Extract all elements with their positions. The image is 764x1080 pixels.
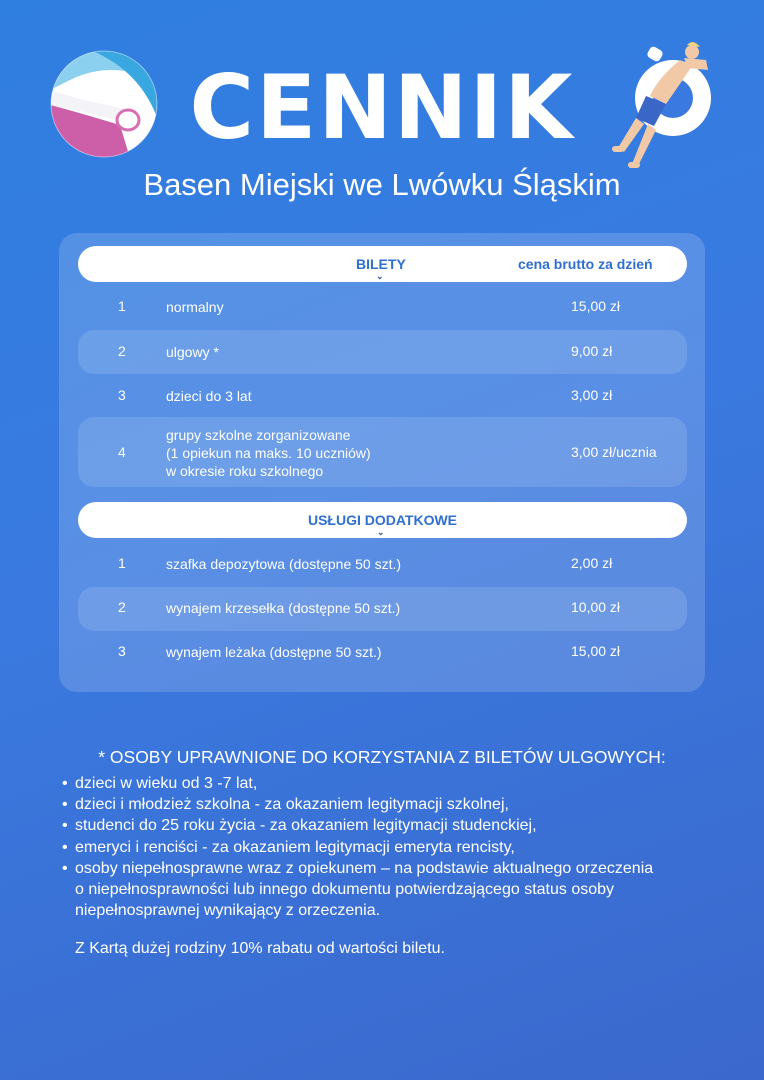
service-row xyxy=(78,555,687,575)
eligibility-list xyxy=(62,773,653,921)
row-name-line: grupy szkolne zorganizowane xyxy=(166,427,351,443)
bullet-icon: • xyxy=(62,775,68,792)
service-row xyxy=(78,587,687,631)
bullet-icon: • xyxy=(62,796,68,814)
list-item-text: dzieci i młodzież szkolna - za okazaniem legitymacji szkolnej, xyxy=(75,796,509,814)
services-section-title: USŁUGI DODATKOWE xyxy=(307,512,458,528)
row-number: 1 xyxy=(118,555,126,571)
list-item-text: niepełnosprawnej wynikający z orzeczenia. xyxy=(75,902,381,920)
ticket-row xyxy=(78,330,687,374)
row-name: normalny xyxy=(166,299,224,315)
tickets-section-title: BILETY xyxy=(356,256,406,272)
price-column-header: cena brutto za dzień xyxy=(518,256,653,272)
list-item-text: emeryci i renciści - za okazaniem legitymacji emeryta rencisty, xyxy=(75,838,515,856)
list-item-continuation xyxy=(62,879,653,900)
row-price: 2,00 zł xyxy=(571,555,613,571)
list-item-text: studenci do 25 roku życia - za okazaniem legitymacji studenckiej, xyxy=(75,817,537,835)
list-item xyxy=(62,794,653,815)
row-name: wynajem leżaka (dostępne 50 szt.) xyxy=(166,644,382,660)
services-header xyxy=(78,502,687,538)
list-item xyxy=(62,837,653,858)
ticket-row xyxy=(78,387,687,407)
list-item-text: osoby niepełnosprawne wraz z opiekunem – na podstawie aktualnego orzeczenia xyxy=(75,859,654,877)
row-name: szafka depozytowa (dostępne 50 szt.) xyxy=(166,556,402,572)
tickets-header xyxy=(78,246,687,282)
row-number: 1 xyxy=(118,298,126,314)
list-item-continuation xyxy=(62,900,653,921)
row-number: 2 xyxy=(118,343,126,359)
row-price: 9,00 zł xyxy=(571,343,613,359)
row-number: 3 xyxy=(118,643,126,659)
list-item-text: o niepełnosprawności lub innego dokumentu potwierdzającego status osoby xyxy=(75,881,615,899)
row-number: 4 xyxy=(118,444,126,460)
chevron-down-icon: ⌄ xyxy=(376,271,384,281)
row-price: 3,00 zł/ucznia xyxy=(571,444,657,460)
row-price: 15,00 zł xyxy=(571,298,621,314)
row-name-line: w okresie roku szkolnego xyxy=(166,463,324,479)
chevron-down-icon: ⌄ xyxy=(377,527,385,537)
bullet-icon: • xyxy=(62,817,68,835)
large-family-card-note: Z Kartą dużej rodziny 10% rabatu od wartości biletu. xyxy=(75,940,445,957)
bullet-icon: • xyxy=(62,859,68,877)
service-row xyxy=(78,643,687,663)
reduced-ticket-eligibility-title: * OSOBY UPRAWNIONE DO KORZYSTANIA Z BILETÓW ULGOWYCH: xyxy=(98,747,666,767)
list-item xyxy=(62,815,653,836)
row-price: 3,00 zł xyxy=(571,387,613,403)
row-name-line: (1 opiekun na maks. 10 uczniów) xyxy=(166,445,371,461)
row-name: ulgowy * xyxy=(166,344,219,360)
list-item-text: dzieci w wieku od 3 -7 lat, xyxy=(75,775,258,792)
list-item xyxy=(62,858,653,879)
row-name xyxy=(166,426,371,480)
row-number: 2 xyxy=(118,599,126,615)
row-price: 15,00 zł xyxy=(571,643,621,659)
bullet-icon: • xyxy=(62,838,68,856)
list-item xyxy=(62,773,653,794)
row-name: wynajem krzesełka (dostępne 50 szt.) xyxy=(166,600,401,616)
row-price: 10,00 zł xyxy=(571,599,621,615)
row-number: 3 xyxy=(118,387,126,403)
page-subtitle: Basen Miejski we Lwówku Śląskim xyxy=(143,167,621,202)
row-name: dzieci do 3 lat xyxy=(166,388,252,404)
ticket-row xyxy=(78,417,687,487)
page-title: CENNIK xyxy=(189,56,575,159)
ticket-row xyxy=(78,298,687,318)
